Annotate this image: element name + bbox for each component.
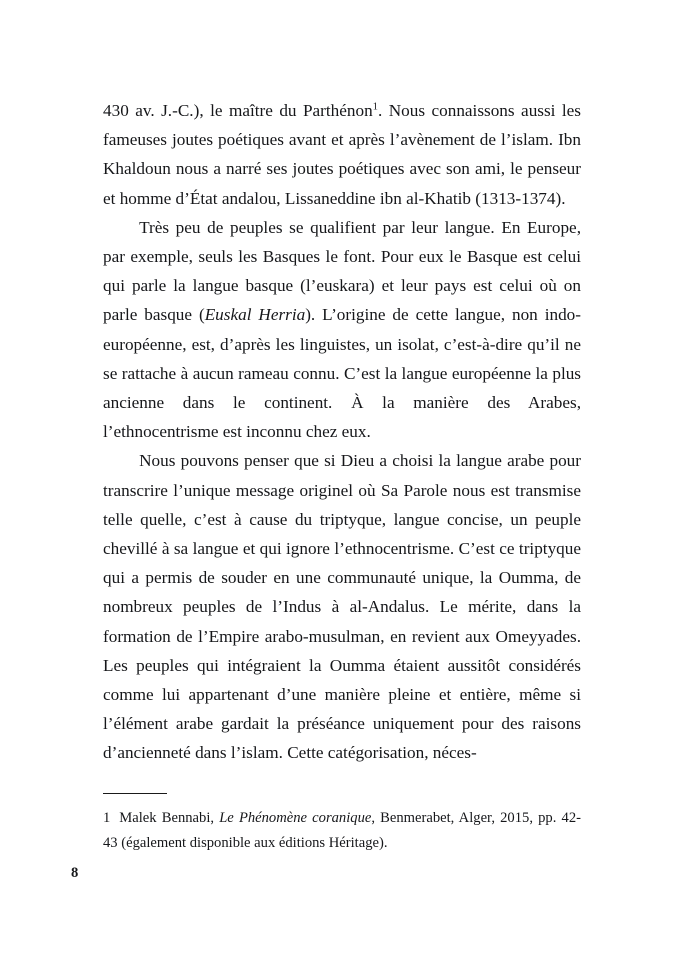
body-text-block xyxy=(103,96,581,768)
italic-phrase: Le Phénomène coranique xyxy=(219,810,372,826)
italic-phrase: Euskal Herria xyxy=(204,305,306,325)
paragraph: 430 av. J.-C.), le maître du Parthénon$^1$. Nous connaissons aussi les fameuses joutes poétiques avant et après l’avènement de l’islam. Ibn Khaldoun nous a narré ses joutes poétiques avec son ami, le penseur et homme d’État andalou, Lissaneddine ibn al-Khatib (1313-1374). xyxy=(103,101,581,208)
page-number: 8 xyxy=(71,865,79,881)
paragraph: Nous pouvons penser que si Dieu a choisi la langue arabe pour transcrire l’unique message originel où Sa Parole nous est transmise telle quelle, c’est à cause du triptyque, langue concise, un peuple chevillé à sa langue et qui ignore l’ethnocentrisme. C’est ce triptyque qui a permis de souder en une communauté unique, la Oumma, de nombreux peuples de l’Indus à al-Andalus. Le mérite, dans la formation de l’Empire arabo-musulman, en revient aux Omeyyades. Les peuples qui intégraient la Oumma étaient aussitôt considérés comme lui appartenant d’une manière pleine et entière, même si l’élément arabe gardait la préséance uniquement pour des raisons d’ancienneté dans l’islam. Cette catégorisation, néces- xyxy=(103,451,581,763)
footnote-separator-rule xyxy=(103,793,167,794)
paragraph: Très peu de peuples se qualifient par leur langue. En Europe, par exemple, seuls les Basques le font. Pour eux le Basque est celui qui parle la langue basque (l’euskara) et leur pays est celui où on parle basque (Euskal Herria). L’origine de cette langue, non indo-européenne, est, d’après les linguistes, un isolat, c’est-à-dire qu’il ne se rattache à aucun rameau connu. C’est la langue européenne la plus ancienne dans le continent. À la manière des Arabes, l’ethnocentrisme est inconnu chez eux. xyxy=(103,217,581,442)
footnote-number: 1 xyxy=(103,810,111,826)
footnote-reference-marker[interactable]: 1 xyxy=(372,101,378,113)
footnote-area xyxy=(103,793,581,856)
footnote-text: 1 Malek Bennabi, Le Phénomène coranique, Benmerabet, Alger, 2015, pp. 42-43 (également disponible aux éditions Héritage). xyxy=(103,810,581,851)
